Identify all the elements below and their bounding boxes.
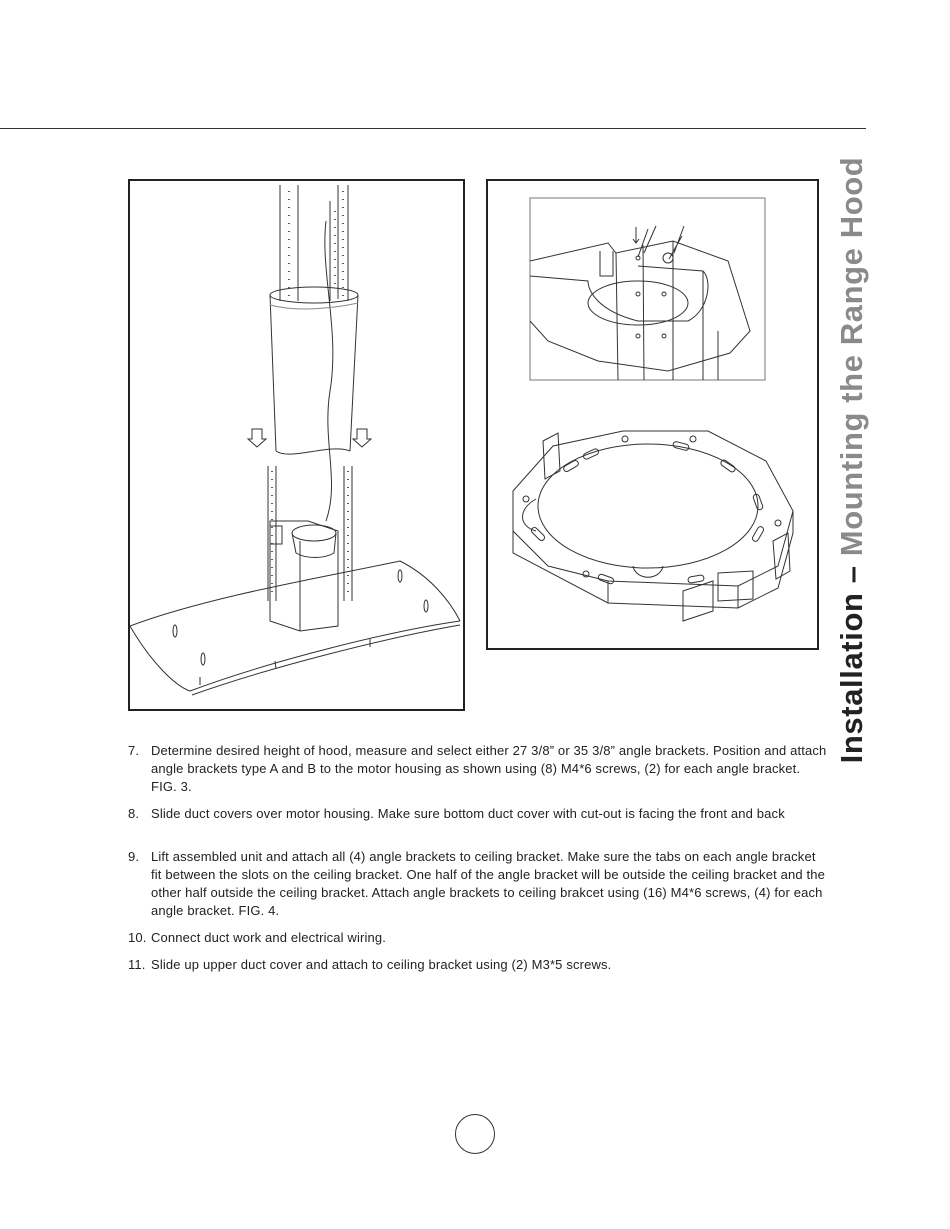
figure-4-ceiling-bracket	[486, 179, 819, 650]
step-number: 11.	[128, 957, 146, 972]
instruction-step	[128, 956, 828, 974]
instruction-step	[128, 805, 828, 823]
ceiling-bracket-illustration	[488, 181, 817, 648]
step-number: 10.	[128, 930, 147, 945]
step-text: Slide up upper duct cover and attach to ceiling bracket using (2) M3*5 screws.	[151, 957, 612, 972]
step-text: Slide duct covers over motor housing. Make sure bottom duct cover with cut-out is facing the front and back	[151, 806, 785, 821]
instruction-list	[128, 742, 828, 983]
page-number-circle	[455, 1114, 495, 1154]
step-number: 9.	[128, 849, 140, 864]
header-rule	[0, 128, 866, 129]
figure-3-duct-assembly	[128, 179, 465, 711]
instruction-step	[128, 929, 828, 947]
step-number: 7.	[128, 743, 140, 758]
section-title-primary: Installation –	[834, 556, 869, 764]
duct-assembly-illustration	[130, 181, 463, 709]
instruction-step	[128, 742, 828, 796]
step-text: Connect duct work and electrical wiring.	[151, 930, 387, 945]
step-text: Determine desired height of hood, measure and select either 27 3/8” or 35 3/8” angle brackets. Position and attach angle brackets type A and B to the motor housing as shown using (8) M4*6 screws, (2) for each angle bracket. FIG. 3.	[151, 743, 827, 794]
instruction-step	[128, 848, 828, 920]
step-text: Lift assembled unit and attach all (4) angle brackets to ceiling bracket. Make sure the tabs on each angle bracket fit between the slots on the ceiling bracket. One half of the angle bracket will be outside the ceiling bracket and the other half outside the ceiling bracket. Attach angle brackets to ceiling brakcet using (16) M4*6 screws, (4) for each angle bracket. FIG. 4.	[151, 849, 826, 918]
section-title-secondary: Mounting the Range Hood	[834, 156, 869, 557]
step-number: 8.	[128, 806, 140, 821]
